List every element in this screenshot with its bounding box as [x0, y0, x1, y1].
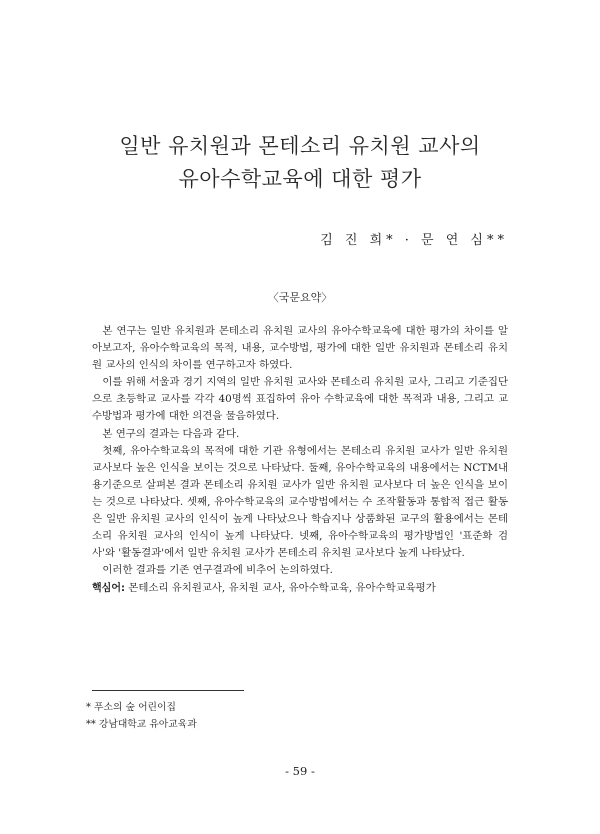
- page-number: - 59 -: [285, 764, 315, 778]
- abstract-paragraph: 본 연구의 결과는 다음과 같다.: [102, 427, 240, 440]
- abstract-body: [92, 323, 508, 579]
- keywords-label: 핵심어:: [92, 583, 125, 594]
- abstract-paragraph: 이를 위해 서울과 경기 지역의 일반 유치원 교사와 몬테소리 유치원 교사, 그리고 기준집단으로 초등학교 교사를 각각 40명씩 표집하여 유아 수학교육에 대한 목적과 내용, 그리고 교수방법과 평가에 대한 의견을 물음하였다.: [92, 376, 508, 423]
- keywords-line: [92, 580, 508, 597]
- abstract-paragraph: 본 연구는 일반 유치원과 몬테소리 유치원 교사의 유아수학교육에 대한 평가의 차이를 알아보고자, 유아수학교육의 목적, 내용, 교수방법, 평가에 대한 일반 유치원과 몬테소리 유치원 교사의 인식의 차이를 연구하고자 하였다.: [92, 325, 508, 372]
- footnote-item: * 푸소의 숲 어린이집: [86, 702, 176, 713]
- footnotes: [86, 700, 197, 733]
- title-line-1: 일반 유치원과 몬테소리 유치원 교사의: [119, 134, 481, 158]
- footnote-divider: [92, 690, 244, 691]
- abstract-paragraph: 이러한 결과를 기존 연구결과에 비추어 논의하였다.: [102, 564, 333, 577]
- author-names: 김 진 희* · 문 연 심**: [320, 233, 508, 248]
- abstract-heading: 〈국문요약〉: [267, 291, 333, 304]
- title-line-2: 유아수학교육에 대한 평가: [178, 167, 422, 191]
- abstract-paragraph: 첫째, 유아수학교육의 목적에 대한 기관 유형에서는 몬테소리 유치원 교사가 일반 유치원 교사보다 높은 인식을 보이는 것으로 나타났다. 둘째, 유아수학교육의 내용에서는 NCTM내용기준으로 살펴본 결과 몬테소리 유치원 교사가 일반 유치원 교사보다 더 높은 인식을 보이는 것으로 나타났다. 셋째, 유아수학교육의 교수방법에서는 수 조작활동과 통합적 접근 활동은 일반 유치원 교사의 인식이 높게 나타났으나 학습지나 상품화된 교구의 활용에서는 몬테소리 유치원 교사의 인식이 높게 나타났다. 넷째, 유아수학교육의 평가방법인 '표준화 검사'와 '활동결과'에서 일반 유치원 교사가 몬테소리 유치원 교사보다 높게 나타났다.: [92, 444, 508, 560]
- keywords-text: 몬테소리 유치원교사, 유치원 교사, 유아수학교육, 유아수학교육평가: [124, 582, 436, 594]
- footnote-item: ** 강남대학교 유아교육과: [86, 718, 197, 730]
- paper-title: [0, 130, 600, 196]
